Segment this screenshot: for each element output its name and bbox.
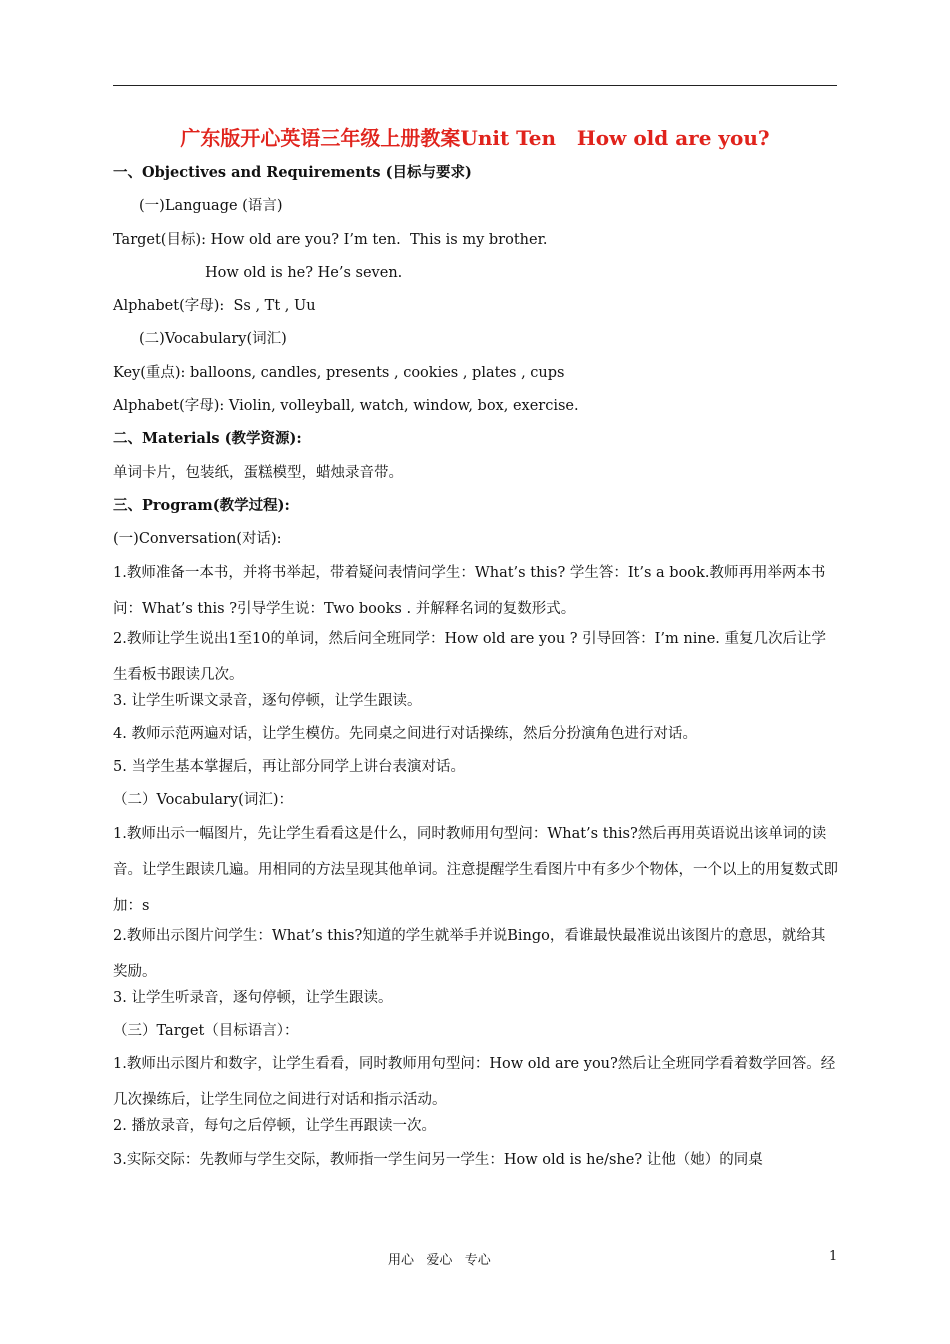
- paragraph: 2. 播放录音，每句之后停顿，让学生再跟读一次。: [113, 1118, 436, 1135]
- subheading-conversation: (一)Conversation(对话):: [113, 531, 282, 548]
- footer-motto: 用心 爱心 专心: [388, 1253, 491, 1268]
- paragraph: 2.教师出示图片问学生：What’s this?知道的学生就举手并说Bingo，看谁最快最准说出该图片的意思，就给其奖励。: [113, 927, 826, 980]
- target-line-2: How old is he? He’s seven.: [205, 264, 403, 281]
- page-number: 1: [829, 1249, 838, 1264]
- target-line: Target(目标): How old are you? I’m ten. This is my brother.: [113, 231, 548, 248]
- paragraph: 3. 让学生听录音，逐句停顿，让学生跟读。: [113, 989, 393, 1006]
- subheading-vocabulary-2: （二）Vocabulary(词汇)：: [113, 792, 293, 809]
- paragraph: 3. 让学生听课文录音，逐句停顿，让学生跟读。: [113, 692, 422, 709]
- paragraph: 2.教师让学生说出1至10的单词，然后问全班同学：How old are you ? 引导回答：I’m nine. 重复几次后让学生看板书跟读几次。: [113, 630, 826, 683]
- section-heading-program: 三、Program(教学过程):: [113, 496, 290, 514]
- subheading-vocabulary: (二)Vocabulary(词汇): [139, 331, 287, 348]
- paragraph: 4. 教师示范两遍对话，让学生模仿。先同桌之间进行对话操练，然后分扮演角色进行对话。: [113, 725, 697, 742]
- paragraph: 1.教师出示一幅图片，先让学生看看这是什么，同时教师用句型问：What’s this?然后再用英语说出该单词的读音。让学生跟读几遍。用相同的方法呈现其他单词。注意提醒学生看图片中有多少个物体，一个以上的用复数式即加：s: [113, 825, 838, 914]
- paragraph: 5. 当学生基本掌握后，再让部分同学上讲台表演对话。: [113, 759, 465, 776]
- materials-line: 单词卡片，包装纸，蛋糕模型，蜡烛录音带。: [113, 464, 403, 481]
- key-line: Key(重点): balloons, candles, presents , cookies , plates , cups: [113, 364, 565, 381]
- subheading-target: （三）Target（目标语言）：: [113, 1023, 299, 1040]
- paragraph: 1.教师准备一本书，并将书举起，带着疑问表情问学生：What’s this? 学生答：It’s a book.教师再用举两本书问：What’s this ?引导学生说：Two books . 并解释名词的复数形式。: [113, 564, 826, 617]
- paragraph: 3.实际交际：先教师与学生交际，教师指一学生问另一学生：How old is he/she? 让他（她）的同桌: [113, 1151, 763, 1168]
- document-title: 广东版开心英语三年级上册教案Unit Ten How old are you?: [180, 126, 770, 150]
- paragraph: 1.教师出示图片和数字，让学生看看，同时教师用句型问：How old are you?然后让全班同学看着数学回答。经几次操练后，让学生同位之间进行对话和指示活动。: [113, 1056, 836, 1109]
- section-heading-objectives: 一、Objectives and Requirements (目标与要求): [113, 164, 472, 181]
- alphabet-words-line: Alphabet(字母): Violin, volleyball, watch, window, box, exercise.: [113, 398, 579, 415]
- alphabet-line: Alphabet(字母): Ss , Tt , Uu: [113, 298, 316, 315]
- subheading-language: (一)Language (语言): [139, 198, 283, 215]
- section-heading-materials: 二、Materials (教学资源):: [113, 430, 302, 448]
- document-body: [113, 161, 839, 1181]
- header-rule: [113, 85, 837, 86]
